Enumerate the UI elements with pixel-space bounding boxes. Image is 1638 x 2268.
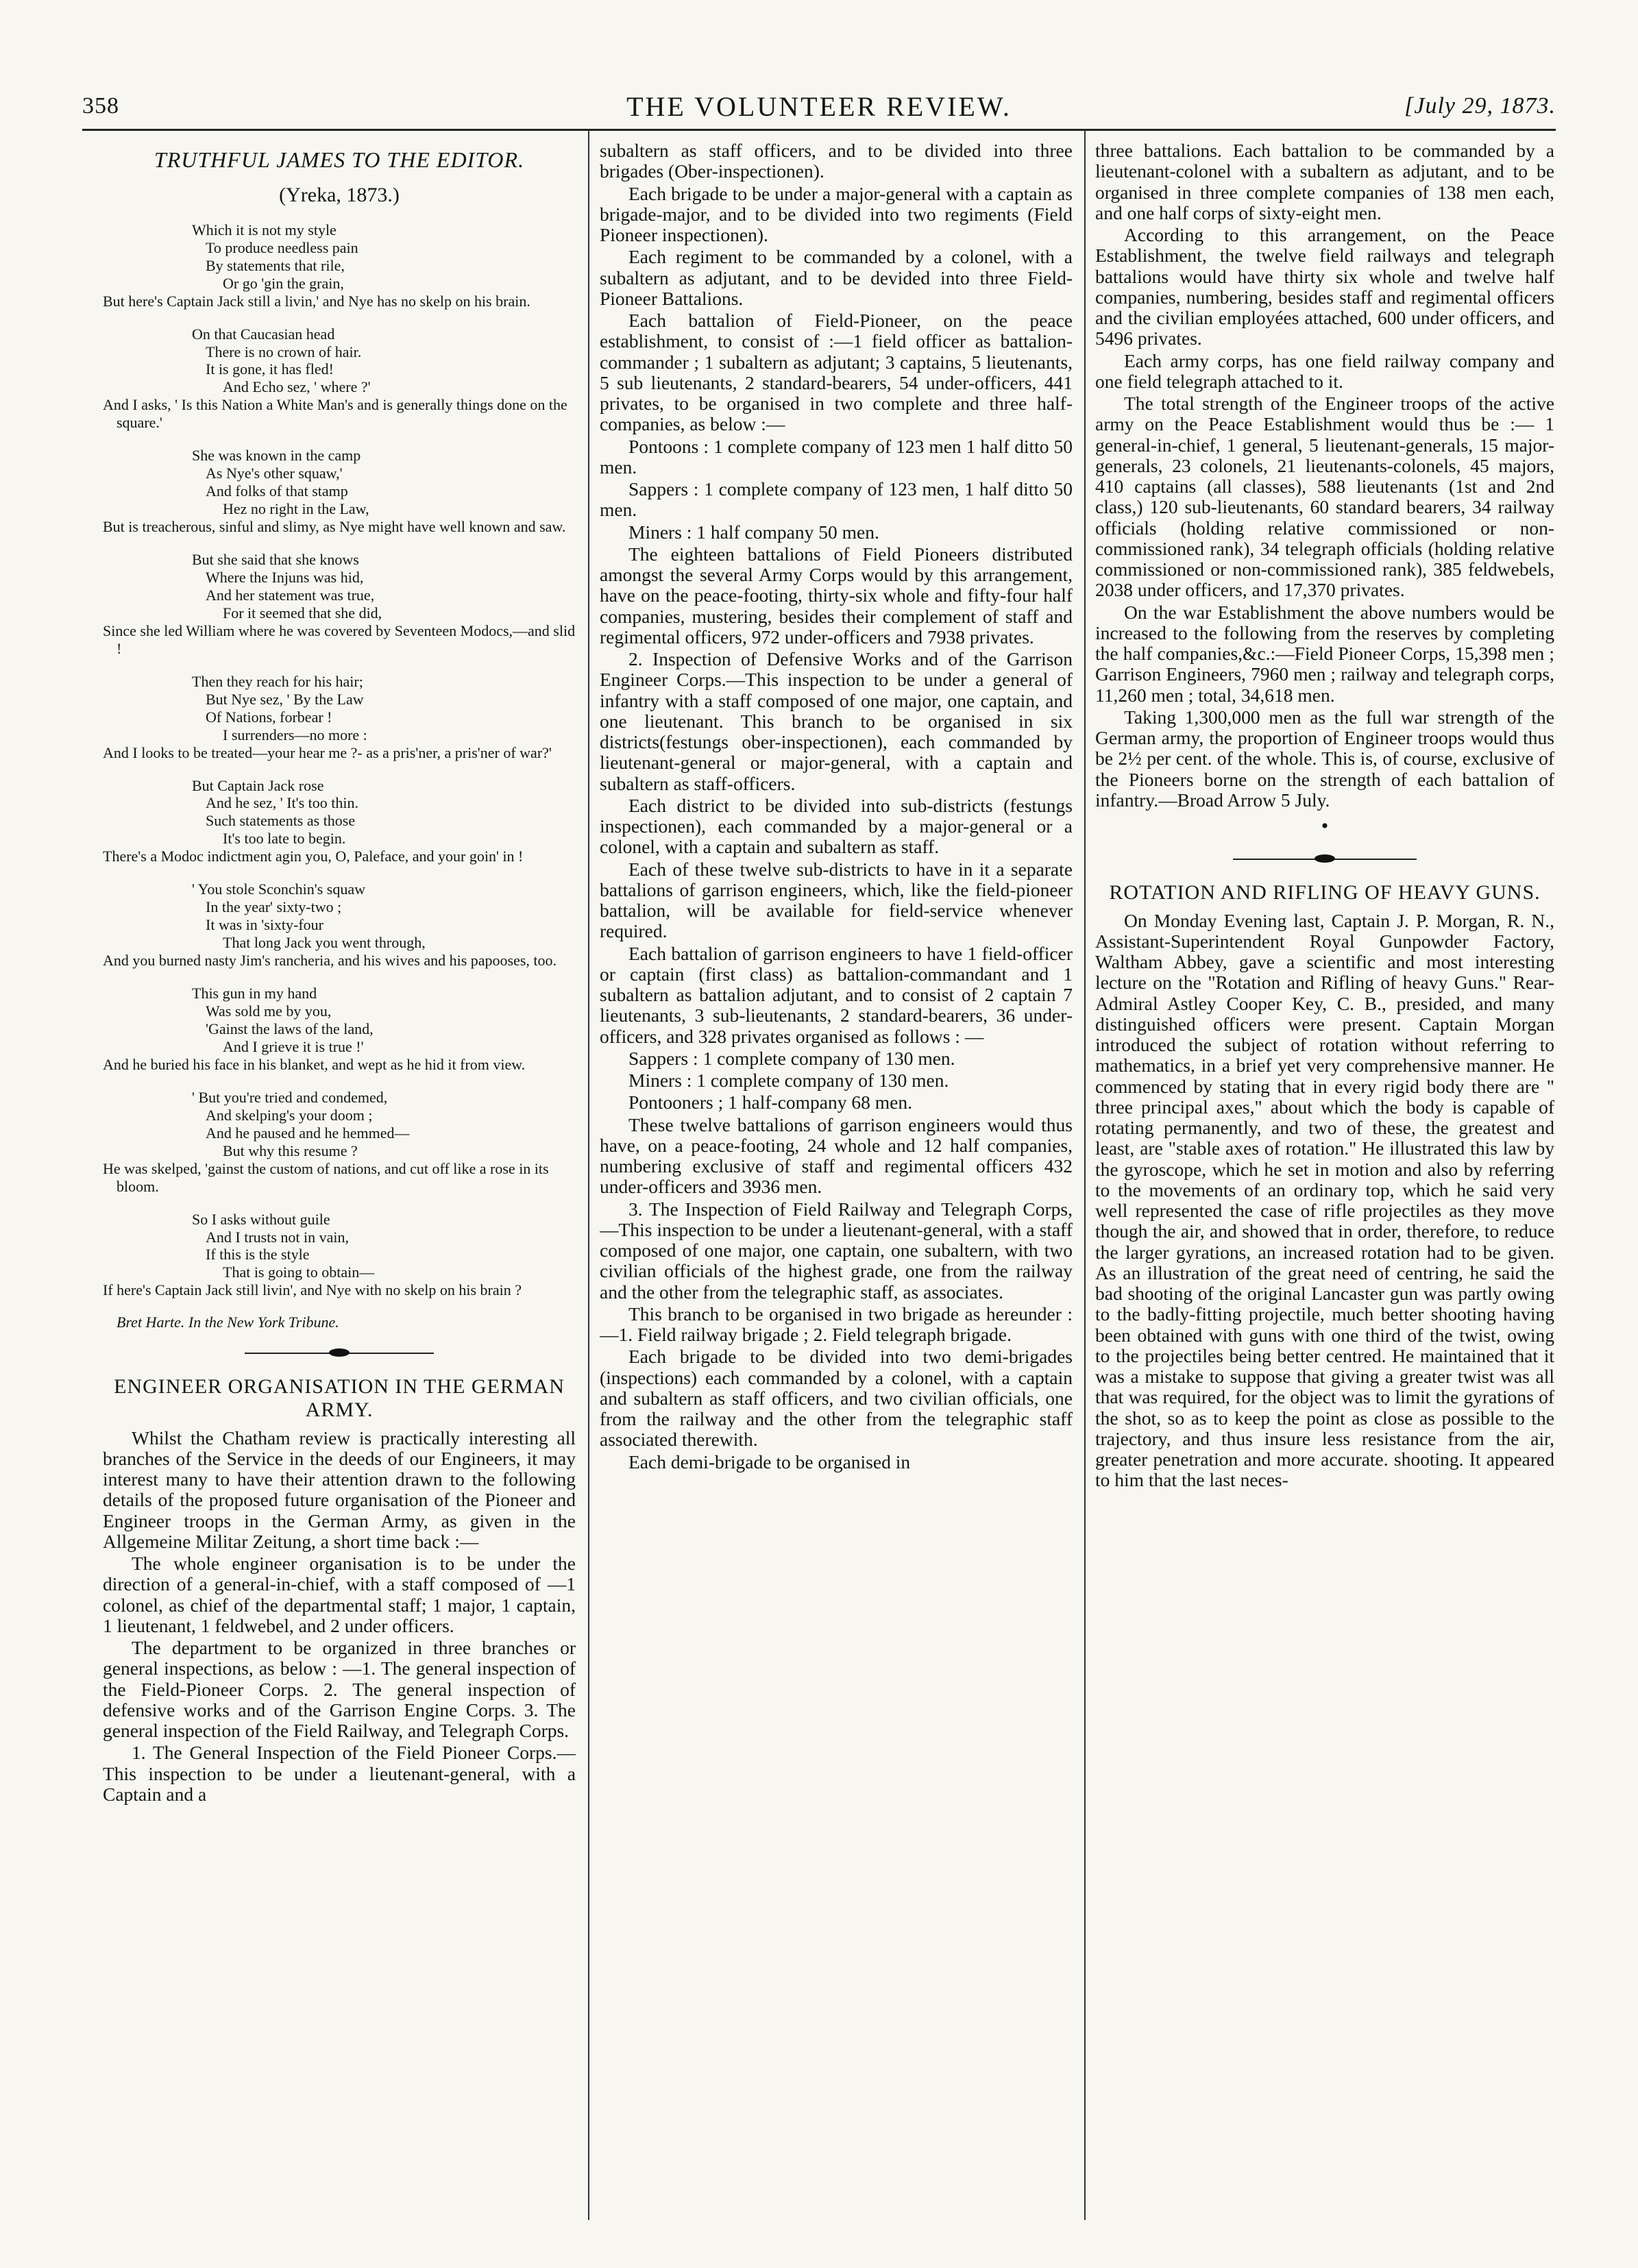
- poem-stanza: [103, 673, 576, 762]
- paragraph: Each battalion of Field-Pioneer, on the peace establishment, to consist of :—1 field officer as battalion-commander ; 1 subaltern as adjutant; 3 captains, 5 lieutenants, 5 sub lieutenants, 2 standard-bearers, 54 under-officers, 441 privates, to be organised in two complete and three half-companies, as below :—: [600, 310, 1073, 435]
- poem-line: Which it is not my style: [192, 221, 337, 238]
- poem-line: On that Caucasian head: [192, 325, 335, 343]
- poem-stanza: [103, 221, 576, 310]
- header-rule: [82, 129, 1556, 131]
- paragraph: Each regiment to be commanded by a colonel, with a subaltern as adjutant, and to be devided into three Field-Pioneer Battalions.: [600, 246, 1073, 309]
- poem-line: And he paused and he hemmed—: [206, 1124, 410, 1142]
- poem-line: Was sold me by you,: [206, 1002, 332, 1020]
- poem-line: But Captain Jack rose: [192, 776, 324, 794]
- paragraph: Each demi-brigade to be organised in: [628, 1451, 911, 1472]
- poem-line: So I asks without guile: [192, 1210, 330, 1228]
- paragraph: 3. The Inspection of Field Railway and Telegraph Corps,—This inspection to be under a lieutenant-general, with a staff composed of one major, one captain, one subaltern, with two civilian officials of the highest grade, one from the railway and the other from the telegraphic staff, as associates.: [600, 1198, 1073, 1303]
- poem-line: 'Gainst the laws of the land,: [206, 1020, 374, 1037]
- poem-line: As Nye's other squaw,': [206, 465, 343, 482]
- poem-line: Then they reach for his hair;: [192, 672, 363, 690]
- poem-stanza: [103, 447, 576, 536]
- article-title-rotation: ROTATION AND RIFLING OF HEAVY GUNS.: [1109, 881, 1541, 904]
- poem-line: This gun in my hand: [192, 985, 317, 1002]
- paragraph: Each district to be divided into sub-districts (festungs inspectionen), each commanded by a major-general or a colonel, with a captain and subaltern as staff.: [600, 794, 1073, 858]
- paragraph: Pontooners ; 1 half-company 68 men.: [628, 1092, 912, 1113]
- poem-line: But here's Captain Jack still a livin,' and Nye has no skelp on his brain.: [103, 292, 530, 310]
- section-divider: [103, 1341, 576, 1366]
- poem-stanza: [103, 777, 576, 866]
- paragraph: The whole engineer organisation is to be under the direction of a general-in-chief, with a staff composed of —1 colonel, as chief of the departmental staff; 1 major, 1 captain, 1 lieutenant, 1 feldwebel, and 2 under officers.: [103, 1553, 576, 1636]
- poem-line: And Echo sez, ' where ?': [223, 378, 371, 396]
- poem-stanza: [103, 985, 576, 1074]
- page-number: 358: [82, 93, 119, 119]
- poem-line: And I looks to be treated—your hear me ?- as a pris'ner, a pris'ner of war?': [103, 743, 552, 761]
- poem-line: And I trusts not in vain,: [206, 1228, 349, 1246]
- poem-line: She was known in the camp: [192, 447, 361, 465]
- paragraph: subaltern as staff officers, and to be divided into three brigades (Ober-inspectionen).: [600, 140, 1073, 182]
- article-body-engineer: [103, 1428, 576, 1805]
- end-mark: •: [1321, 815, 1329, 837]
- poem-line: But she said that she knows: [192, 551, 359, 569]
- poem-line: And her statement was true,: [206, 586, 375, 604]
- paragraph: Pontoons : 1 complete company of 123 men 1 half ditto 50 men.: [600, 435, 1073, 478]
- paragraph: three battalions. Each battalion to be commanded by a lieutenant-colonel with a subaltern as adjutant, and to be organised in three complete companies of 138 men each, and one half corps of sixty-eight men.: [1095, 140, 1554, 223]
- column-2: [600, 140, 1073, 2223]
- poem-line: Such statements as those: [206, 812, 356, 830]
- poem-line: ' You stole Sconchin's squaw: [192, 880, 365, 898]
- poem-line: For it seemed that she did,: [223, 604, 382, 621]
- poem-line: If this is the style: [206, 1246, 310, 1264]
- poem-title: TRUTHFUL JAMES TO THE EDITOR.: [154, 147, 525, 172]
- poem-line: And I grieve it is true !': [223, 1037, 364, 1055]
- paragraph: On the war Establishment the above numbers would be increased to the following from the reserves by completing the half companies,&c.:—Field Pioneer Corps, 15,398 men ; Garrison Engineers, 7960 men ; railway and telegraph corps, 11,260 men ; total, 34,618 men.: [1095, 601, 1554, 706]
- poem-stanza: [103, 325, 576, 432]
- paragraph: Sappers : 1 complete company of 130 men.: [628, 1047, 955, 1069]
- poem-place: (Yreka, 1873.): [279, 183, 400, 206]
- paragraph: According to this arrangement, on the Peace Establishment, the twelve field railways and telegraph battalions would have thirty six whole and twelve half companies, numbering, besides staff and regimental officers and the civilian employées attached, 600 under officers, and 5496 privates.: [1095, 224, 1554, 349]
- poem-line: But why this resume ?: [223, 1142, 358, 1159]
- poem-line: In the year' sixty-two ;: [206, 898, 342, 916]
- paragraph: This branch to be organised in two brigade as hereunder :—1. Field railway brigade ; 2. Field telegraph brigade.: [600, 1303, 1073, 1345]
- poem-line: Or go 'gin the grain,: [223, 274, 344, 292]
- poem-line: If here's Captain Jack still livin', and Nye with no skelp on his brain ?: [103, 1281, 522, 1299]
- paragraph: 1. The General Inspection of the Field Pioneer Corps.—This inspection to be under a lieutenant-general, with a Captain and a: [103, 1742, 576, 1805]
- paragraph: Each brigade to be divided into two demi-brigades (inspections) each commanded by a colonel, with a captain and subaltern as staff officers, and two civilian officials, one from the railway and the other from the telegraphic staff associated therewith.: [600, 1346, 1073, 1451]
- section-divider: [1095, 847, 1554, 872]
- poem-line: It is gone, it has fled!: [206, 360, 334, 378]
- poem-line: That long Jack you went through,: [223, 934, 426, 952]
- column-1: [103, 140, 576, 2223]
- poem-line: And folks of that stamp: [206, 482, 348, 500]
- poem-line: But is treacherous, sinful and slimy, as Nye might have well known and saw.: [103, 518, 566, 536]
- poem-line: Since she led William where he was covered by Seventeen Modocs,—and slid !: [103, 621, 576, 657]
- column-rule-right: [1084, 130, 1086, 2220]
- poem-line: There's a Modoc indictment agin you, O, Paleface, and your goin' in !: [103, 848, 524, 865]
- poem-byline: Bret Harte. In the New York Tribune.: [117, 1314, 339, 1331]
- paragraph: The eighteen battalions of Field Pioneers distributed amongst the several Army Corps would by this arrangement, have on the peace-footing, thirty-six whole and fifty-four half companies, mustering, besides their complement of staff and regimental officers, 972 under-officers and 7938 privates.: [600, 543, 1073, 648]
- poem-line: I surrenders—no more :: [223, 726, 367, 743]
- poem-line: To produce needless pain: [206, 238, 358, 256]
- page-header: [82, 90, 1556, 126]
- article-body-rotation: [1095, 911, 1554, 1491]
- paragraph: Each of these twelve sub-districts to have in it a separate battalions of garrison engineers, which, like the field-pioneer battalion, will be available for field-service whenever required.: [600, 858, 1073, 942]
- paragraph: These twelve battalions of garrison engineers would thus have, on a peace-footing, 24 whole and 12 half companies, numbering exclusive of staff and regimental officers 432 under-officers and 3936 men.: [600, 1113, 1073, 1198]
- poem-line: There is no crown of hair.: [206, 343, 362, 360]
- poem-line: That is going to obtain—: [223, 1264, 375, 1281]
- poem-line: It was in 'sixty-four: [206, 916, 323, 934]
- paragraph: The total strength of the Engineer troops of the active army on the Peace Establishment would thus be :— 1 general-in-chief, 1 general, 5 lieutenant-generals, 15 major-generals, 23 colonels, 21 lieutenants-colonels, 45 majors, 410 captains (all classes), 588 lieutenants (1st and 2nd class,) 120 sub-lieutenants, 60 standard bearers, 34 railway officials (holding relative commissioned or non-commissioned rank), 34 telegraph officials (holding relative commissioned or non-commissioned rank), 385 feldwebels, 2038 under officers, and 17,370 privates.: [1095, 393, 1554, 601]
- paragraph: Miners : 1 half company 50 men.: [628, 521, 879, 543]
- paragraph: The department to be organized in three branches or general inspections, as below : —1. The general inspection of the Field-Pioneer Corps. 2. The general inspection of defensive works and of the Garrison Engine Corps. 3. The general inspection of the Field Railway, and Telegraph Corps.: [103, 1637, 576, 1741]
- poem-line: ' But you're tried and condemed,: [192, 1088, 388, 1106]
- article-body-continued: [600, 140, 1073, 1472]
- paragraph: Whilst the Chatham review is practically interesting all branches of the Service in the deeds of our Engineers, it may interest many to have their attention drawn to the following details of the proposed future organisation of the Pioneer and Engineer troops in the German Army, as given in the Allgemeine Militar Zeitung, a short time back :—: [103, 1427, 576, 1552]
- article-body-conclusion: [1095, 140, 1554, 811]
- poem: [103, 221, 576, 1300]
- poem-line: Where the Injuns was hid,: [206, 569, 364, 586]
- issue-date: [July 29, 1873.: [1404, 93, 1556, 119]
- poem-stanza: [103, 1089, 576, 1196]
- paragraph: Sappers : 1 complete company of 123 men, 1 half ditto 50 men.: [600, 478, 1073, 521]
- poem-line: But Nye sez, ' By the Law: [206, 690, 364, 708]
- paragraph: Each battalion of garrison engineers to have 1 field-officer or captain (first class) as battalion-commandant and 1 subaltern as battalion adjutant, and to consist of 2 captain 7 lieutenants, 3 sub-lieutenants, 2 standard-bearers, 36 under-officers, and 328 privates organised as follows : —: [600, 942, 1073, 1047]
- poem-line: Of Nations, forbear !: [206, 708, 332, 726]
- column-3: [1095, 140, 1554, 2223]
- paragraph: Taking 1,300,000 men as the full war strength of the German army, the proportion of Engineer troops would thus be 2½ per cent. of the whole. This is, of course, exclusive of the Pioneers borne on the strength of each battalion of infantry.—Broad Arrow 5 July.: [1095, 706, 1554, 811]
- poem-line: And you burned nasty Jim's rancheria, and his wives and his papooses, too.: [103, 952, 557, 970]
- paragraph: Each brigade to be under a major-general with a captain as brigade-major, and to be divided into two regiments (Field Pioneer inspectionen).: [600, 182, 1073, 245]
- paragraph: On Monday Evening last, Captain J. P. Morgan, R. N., Assistant-Superintendent Royal Gunpowder Factory, Waltham Abbey, gave a scientific and most interesting lecture on the "Rotation and Rifling of heavy Guns." Rear-Admiral Astley Cooper Key, C. B., presided, and many distinguished officers were present. Captain Morgan introduced the subject of rotation without referring to mathematics, in a brief yet very comprehensive manner. He commenced by stating that in every rigid body there are " three principal axes," about which the body is capable of rotating permanently, and two of these, the greatest and least, are "stable axes of rotation." He illustrated this law by the gyroscope, which he set in motion and also by referring to the movements of an ordinary top, which he said very well represented the case of rifle projectiles as they move though the air, and showed that in order, therefore, to reduce the larger gyrations, an increased rotation had to be given. As an illustration of the great need of centring, he said the bad shooting of the original Lancaster gun was partly owing to the badly-fitting projectile, much better shooting having been obtained with guns with one third of the twist, owing to the projectiles being better centred. He maintained that it was a mistake to suppose that giving a greater twist was all that was required, for the object was to limit the gyrations of the shot, so as to keep the point as close as possible to the trajectory, and thus insure less resistance from the air, greater penetration and more accurate. shooting. It appeared to him that the last neces-: [1095, 909, 1554, 1491]
- poem-stanza: [103, 551, 576, 658]
- paragraph: Each army corps, has one field railway company and one field telegraph attached to it.: [1095, 349, 1554, 392]
- poem-line: And skelping's your doom ;: [206, 1106, 373, 1124]
- poem-line: And he sez, ' It's too thin.: [206, 794, 359, 812]
- article-title-engineer: ENGINEER ORGANISATION IN THE GERMAN ARMY.: [114, 1375, 565, 1421]
- paragraph: Miners : 1 complete company of 130 men.: [628, 1070, 949, 1091]
- poem-stanza: [103, 880, 576, 970]
- column-rule-left: [588, 130, 589, 2220]
- paragraph: 2. Inspection of Defensive Works and of the Garrison Engineer Corps.—This inspection to be under a general of infantry with a staff composed of one major, one captain, and one lieutenant. This branch to be organised in six districts(festungs ober-inspectionen), each commanded by lieutenant-general or major-general, with a captain and subaltern as staff-officers.: [600, 648, 1073, 794]
- poem-stanza: [103, 1211, 576, 1300]
- publication-title: THE VOLUNTEER REVIEW.: [626, 91, 1012, 122]
- poem-line: He was skelped, 'gainst the custom of nations, and cut off like a rose in its bloom.: [103, 1159, 549, 1195]
- poem-line: And I asks, ' Is this Nation a White Man's and is generally things done on the square.': [103, 396, 567, 432]
- poem-line: It's too late to begin.: [223, 830, 346, 848]
- poem-line: And he buried his face in his blanket, and wept as he hid it from view.: [103, 1055, 526, 1073]
- poem-line: Hez no right in the Law,: [223, 500, 369, 518]
- poem-line: By statements that rile,: [206, 256, 345, 274]
